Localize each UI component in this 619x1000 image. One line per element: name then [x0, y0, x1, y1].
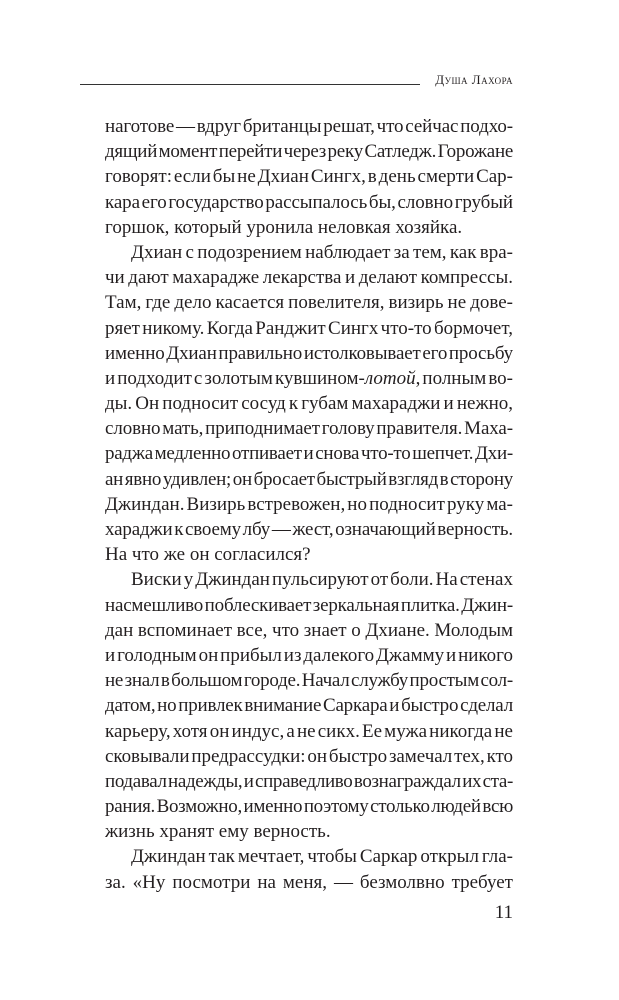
- running-title: Душа Лахора: [435, 72, 513, 87]
- italic-term: лотой: [364, 367, 416, 389]
- text-line: рания. Возможно, именно поэтому столько людей всю: [105, 796, 513, 818]
- page-number: 11: [494, 902, 513, 923]
- text-line: датом, но привлек внимание Саркара и быстро сделал: [105, 695, 513, 717]
- text-line: говорят: если бы не Дхиан Сингх, в день смерти Сар-: [105, 166, 513, 188]
- text-line: наготове — вдруг британцы решат, что сейчас подхо-: [105, 116, 513, 137]
- text-line: раджа медленно отпивает и снова что-то шепчет. Дхи-: [105, 443, 513, 465]
- text-line: Джиндан. Визирь встревожен, но подносит руку ма-: [105, 493, 513, 515]
- running-header: [80, 72, 513, 92]
- text-line: именно Дхиан правильно истолковывает его просьбу: [105, 342, 513, 364]
- text-line: кара его государство рассыпалось бы, словно грубый: [105, 191, 513, 213]
- text-line: и голодным он прибыл из далекого Джамму и никого: [105, 644, 513, 666]
- text-line-with-italic: [105, 366, 513, 391]
- body-text: [105, 114, 513, 895]
- text-line: карьеру, хотя он индус, а не сикх. Ее мужа никогда не: [105, 720, 513, 742]
- text-line: ды. Он подносит сосуд к губам махараджи и нежно,: [105, 393, 513, 415]
- text-line: дан вспоминает все, что знает о Дхиане. Молодым: [105, 619, 513, 641]
- text-line: ряет никому. Когда Ранджит Сингх что-то бормочет,: [105, 317, 513, 339]
- text-line: горшок, который уронила неловкая хозяйка.: [105, 216, 463, 238]
- text-segment: и подходит с золотым кувшином-: [105, 367, 365, 389]
- text-line: дящий момент перейти через реку Сатледж. Горожане: [105, 141, 513, 163]
- text-line: Дхиан с подозрением наблюдает за тем, как вра-: [131, 241, 513, 263]
- text-line: хараджи к своему лбу — жест, означающий верность.: [105, 519, 513, 540]
- text-line: подавал надежды, и справедливо вознаграждал их ста-: [105, 770, 513, 792]
- text-line: ан явно удивлен; он бросает быстрый взгляд в сторону: [105, 468, 513, 490]
- text-line: чи дают махарадже лекарства и делают компрессы.: [105, 267, 513, 289]
- header-rule: [80, 84, 420, 85]
- text-line: за. «Ну посмотри на меня, — безмолвно требует: [105, 871, 513, 893]
- text-segment: , полным во-: [415, 367, 513, 389]
- text-line: Джиндан так мечтает, чтобы Саркар открыл гла-: [131, 846, 513, 868]
- text-line: На что же он согласился?: [105, 544, 311, 566]
- text-line: сковывали предрассудки: он быстро замечал тех, кто: [105, 745, 513, 767]
- text-line: не знал в большом городе. Начал службу простым сол-: [105, 670, 513, 692]
- text-line: жизнь хранят ему верность.: [105, 821, 331, 843]
- text-line: Там, где дело касается повелителя, визирь не дове-: [105, 292, 513, 314]
- text-line: Виски у Джиндан пульсируют от боли. На стенах: [131, 569, 513, 591]
- text-line: словно мать, приподнимает голову правителя. Маха-: [105, 418, 513, 440]
- text-line: насмешливо поблескивает зеркальная плитка. Джин-: [105, 594, 513, 616]
